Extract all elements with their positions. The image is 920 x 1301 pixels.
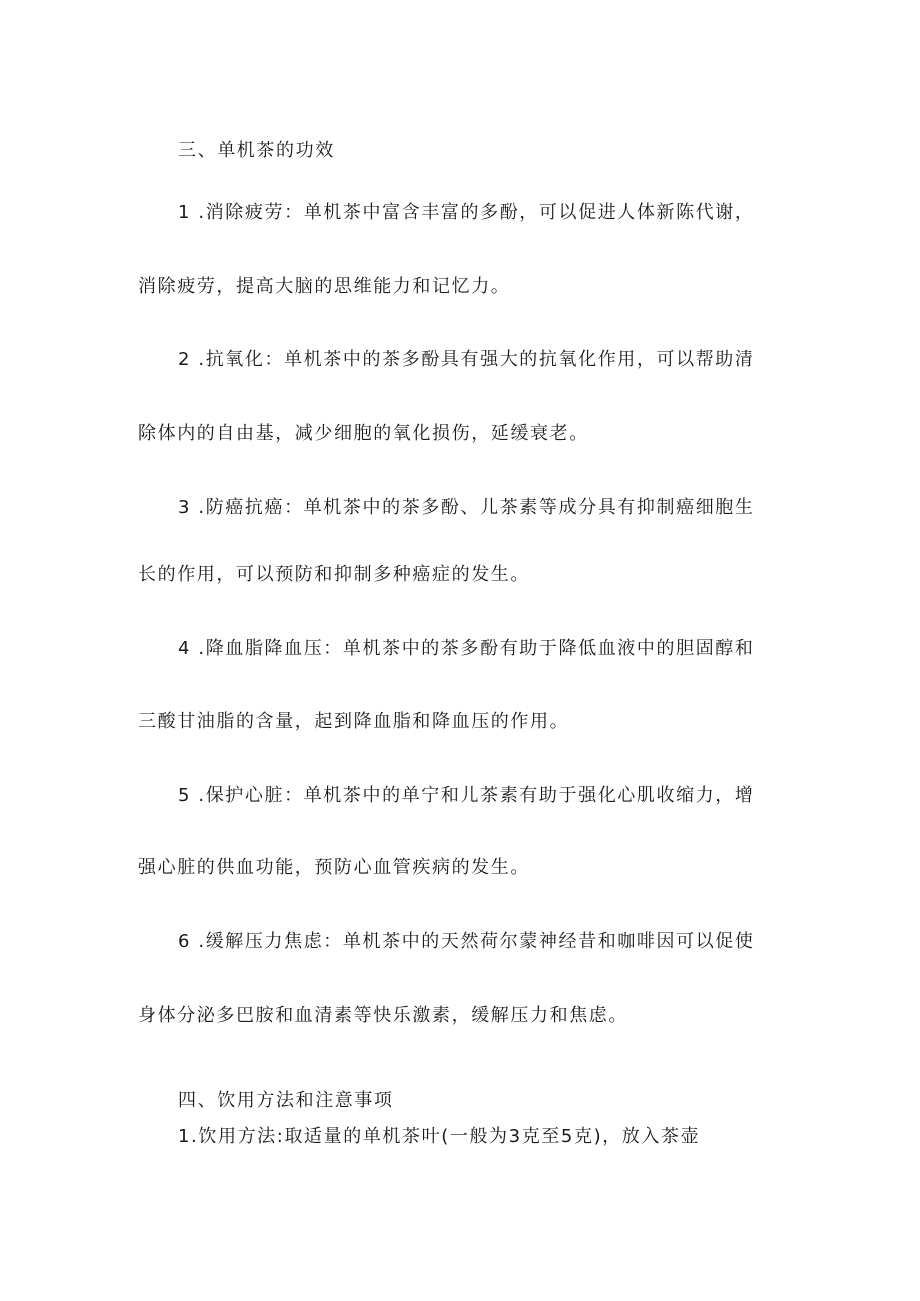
paragraph-line: 2 .抗氧化：单机茶中的茶多酚具有强大的抗氧化作用，可以帮助清	[178, 349, 755, 370]
section-heading: 三、单机茶的功效	[178, 140, 335, 161]
paragraph-line: 4 .降血脂降血压：单机茶中的茶多酚有助于降低血液中的胆固醇和	[178, 638, 755, 659]
paragraph-line: 1 .消除疲劳：单机茶中富含丰富的多酚，可以促进人体新陈代谢，	[178, 202, 755, 223]
paragraph-line: 6 .缓解压力焦虑：单机茶中的天然荷尔蒙神经昔和咖啡因可以促使	[178, 931, 755, 952]
paragraph-line: 强心脏的供血功能，预防心血管疾病的发生。	[138, 857, 530, 878]
paragraph-line: 除体内的自由基，减少细胞的氧化损伤，延缓衰老。	[138, 423, 589, 444]
paragraph-line: 三酸甘油脂的含量，起到降血脂和降血压的作用。	[138, 711, 570, 732]
section-heading: 四、饮用方法和注意事项	[178, 1090, 394, 1111]
paragraph-line: 3 .防癌抗癌：单机茶中的茶多酚、儿茶素等成分具有抑制癌细胞生	[178, 497, 755, 518]
paragraph-line: 5 .保护心脏：单机茶中的单宁和儿茶素有助于强化心肌收缩力，增	[178, 785, 755, 806]
paragraph-line: 1.饮用方法:取适量的单机茶叶(一般为3克至5克)，放入茶壶	[178, 1126, 701, 1147]
paragraph-line: 消除疲劳，提高大脑的思维能力和记忆力。	[138, 276, 511, 297]
paragraph-line: 长的作用，可以预防和抑制多种癌症的发生。	[138, 564, 530, 585]
paragraph-line: 身体分泌多巴胺和血清素等快乐激素，缓解压力和焦虑。	[138, 1005, 628, 1026]
